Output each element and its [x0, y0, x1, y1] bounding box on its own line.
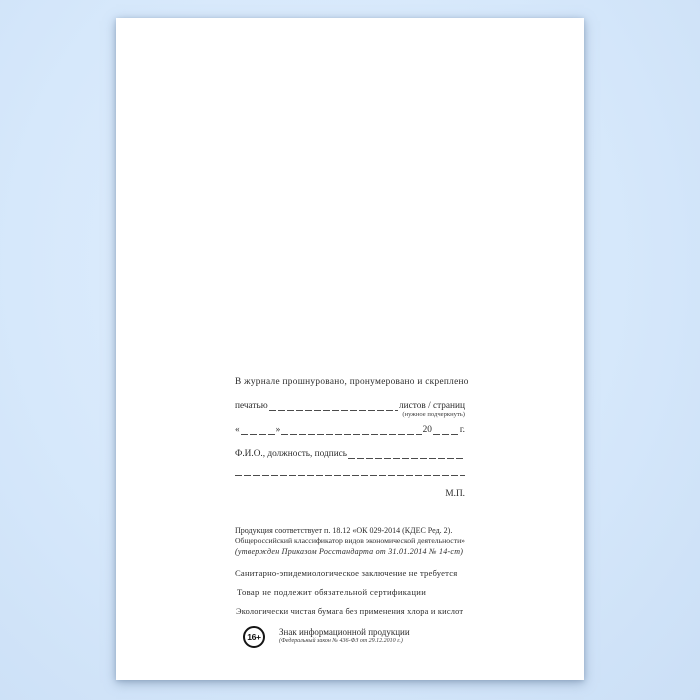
- quote-open: «: [235, 425, 240, 435]
- year-prefix: 20: [422, 425, 432, 435]
- certification-statement: Товар не подлежит обязательной сертификации: [237, 587, 427, 597]
- signature-row: [235, 447, 465, 460]
- compliance-paragraph: [235, 526, 465, 557]
- binding-statement: В журнале прошнуровано, пронумеровано и скреплено: [235, 377, 469, 387]
- info-product-law: (Федеральный закон № 436-ФЗ от 29.12.2010 г.): [279, 638, 403, 644]
- eco-statement: Экологически чистая бумага без применения хлора и кислот: [236, 607, 464, 616]
- age-rating-block: [235, 624, 465, 654]
- info-product-title: Знак информационной продукции: [279, 627, 410, 637]
- date-row: [235, 423, 465, 436]
- quote-close: »: [275, 425, 281, 435]
- blank-line-month: [281, 432, 421, 435]
- compliance-line-2: Общероссийский классификатор видов экономической деятельности»: [235, 536, 466, 546]
- info-product-text: [279, 627, 410, 645]
- underline-note: (нужное подчеркнуть): [402, 411, 465, 418]
- journal-back-page: [116, 18, 584, 680]
- sanitary-statement: Санитарно-эпидемиологическое заключение не требуется: [235, 568, 458, 578]
- stamp-place: М.П.: [445, 489, 465, 499]
- signature-label: Ф.И.О., должность, подпись: [235, 449, 348, 459]
- age-rating-16plus-icon: 16+: [243, 626, 265, 648]
- sheets-pages-label: листов / страниц: [399, 401, 465, 411]
- blank-line-full: [235, 468, 465, 476]
- compliance-line-3: (утвержден Приказом Росстандарта от 31.01.2014 № 14-ст): [235, 546, 464, 556]
- seal-label: печатью: [235, 401, 268, 411]
- compliance-line-1: Продукция соответствует п. 18.12 «ОК 029-2014 (КДЕС Ред. 2).: [235, 526, 453, 535]
- blank-line-signature: [348, 456, 464, 459]
- year-suffix: г.: [459, 425, 465, 435]
- blank-line-year: [433, 432, 459, 435]
- blank-line-day: [241, 432, 275, 435]
